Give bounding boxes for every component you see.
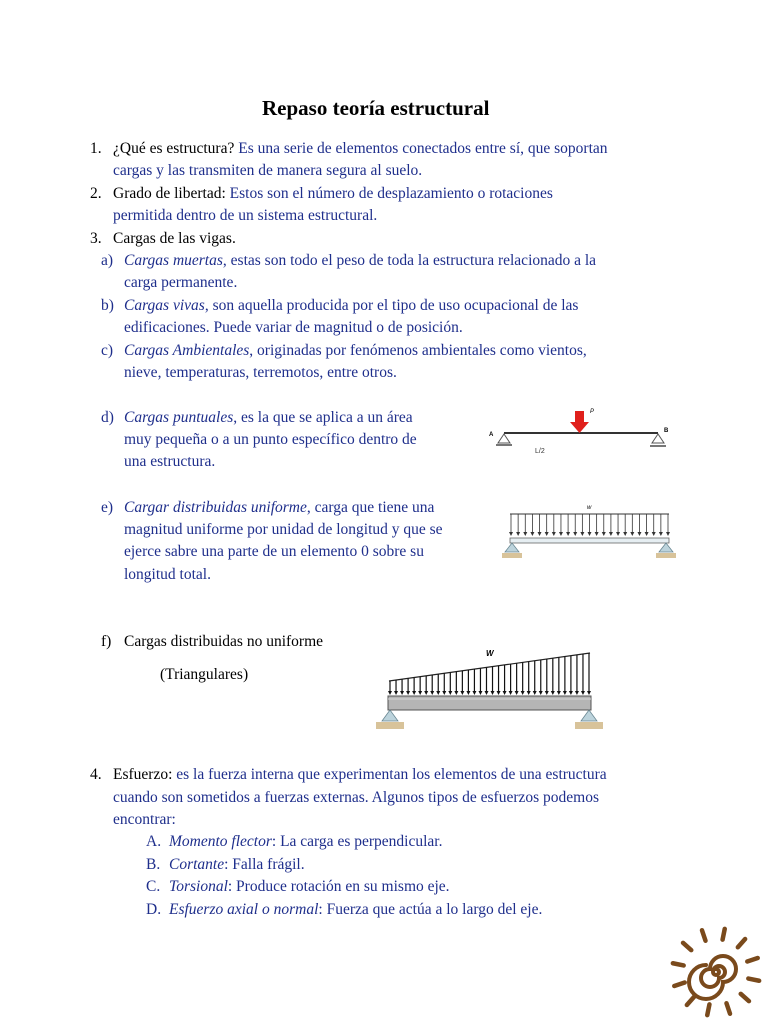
item-4-term: Esfuerzo: xyxy=(113,766,173,783)
load-arrow-head xyxy=(637,532,641,536)
item-2-line-1 xyxy=(113,183,553,205)
load-arrow-head xyxy=(497,691,501,695)
type-c-text: : Produce rotación en su mismo eje. xyxy=(227,878,450,895)
load-arrow-head xyxy=(595,532,599,536)
type-d-text: : Fuerza que actúa a lo largo del eje. xyxy=(318,901,543,918)
sub-c-letter: c) xyxy=(101,342,114,359)
type-b-letter: B. xyxy=(146,856,161,873)
sub-e-text: , carga que tiene una xyxy=(306,499,435,516)
support-left xyxy=(505,543,519,552)
load-arrow-head xyxy=(566,532,570,536)
type-a-line xyxy=(169,831,442,853)
load-arrow-head xyxy=(491,691,495,695)
type-c-letter: C. xyxy=(146,878,161,895)
sub-c-text: , originadas por fenómenos ambientales como vientos, xyxy=(249,342,587,359)
item-4-line-1 xyxy=(113,764,607,786)
sub-a-line-1 xyxy=(124,250,596,272)
sun-ray xyxy=(673,963,684,965)
sub-c-term: Cargas Ambientales xyxy=(124,342,250,359)
type-c-term: Torsional xyxy=(169,878,228,895)
load-arrow-head xyxy=(575,691,579,695)
item-2-text: Estos son el número de desplazamiento o rotaciones xyxy=(225,185,553,202)
sub-f-letter: f) xyxy=(101,633,112,650)
load-arrow-head xyxy=(602,532,606,536)
label-b: B xyxy=(664,428,669,434)
load-arrow-head xyxy=(424,691,428,695)
type-a-text: : La carga es perpendicular. xyxy=(271,833,443,850)
point-load-arrow-shaft xyxy=(575,411,584,423)
uniform-load-diagram xyxy=(500,500,682,564)
item-4-text: es la fuerza interna que experimentan los elementos de una estructura xyxy=(172,766,607,783)
item-1-line-2: cargas y las transmiten de manera segura al suelo. xyxy=(113,162,423,179)
item-1-line-1 xyxy=(113,138,608,160)
load-arrow-head xyxy=(412,691,416,695)
load-arrow-head xyxy=(523,532,527,536)
sub-d-line-1 xyxy=(124,407,413,429)
load-arrow-head xyxy=(623,532,627,536)
type-b-term: Cortante xyxy=(169,856,225,873)
type-b-text: : Falla frágil. xyxy=(224,856,305,873)
sub-e-term: Cargar distribuidas uniforme xyxy=(124,499,307,516)
sub-b-line-1 xyxy=(124,295,578,317)
support-left xyxy=(382,710,398,721)
load-arrow-head xyxy=(509,691,513,695)
load-arrow-head xyxy=(569,691,573,695)
sun-ray xyxy=(702,930,705,940)
load-arrow-head xyxy=(630,532,634,536)
type-a-term: Momento flector xyxy=(169,833,272,850)
sun-ray xyxy=(748,979,759,981)
triangular-load-arrows xyxy=(388,653,591,695)
sun-ray xyxy=(723,929,725,940)
spiral-sun-icon xyxy=(668,924,764,1020)
load-arrow-head xyxy=(515,691,519,695)
load-arrow-head xyxy=(394,691,398,695)
label-w: W xyxy=(486,649,494,658)
load-arrow-head xyxy=(581,691,585,695)
sub-b-text: , son aquella producida por el tipo de uso ocupacional de las xyxy=(204,297,579,314)
load-arrow-head xyxy=(454,691,458,695)
item-4-line-2: cuando son sometidos a fuerzas externas. Algunos tipos de esfuerzos podemos xyxy=(113,789,599,806)
load-arrow-head xyxy=(466,691,470,695)
sub-b-line-2: edificaciones. Puede variar de magnitud o de posición. xyxy=(124,319,463,336)
sub-e-line-1 xyxy=(124,497,434,519)
type-a-letter: A. xyxy=(146,833,162,850)
load-arrow-head xyxy=(588,532,592,536)
load-arrow-head xyxy=(563,691,567,695)
sub-b-letter: b) xyxy=(101,297,114,314)
load-arrow-head xyxy=(609,532,613,536)
sub-c-line-2: nieve, temperaturas, terremotos, entre otros. xyxy=(124,364,397,381)
spiral xyxy=(689,956,736,999)
point-load-arrow-head xyxy=(570,422,589,433)
load-arrow-head xyxy=(400,691,404,695)
sun-ray xyxy=(726,1003,729,1013)
item-3-number: 3. xyxy=(90,230,102,247)
label-w: w xyxy=(587,505,592,511)
sub-b-term: Cargas vivas xyxy=(124,297,205,314)
load-arrow-head xyxy=(436,691,440,695)
load-arrow-head xyxy=(521,691,525,695)
load-arrow-head xyxy=(587,691,591,695)
load-arrow-head xyxy=(552,532,556,536)
sun-ray xyxy=(741,994,749,1001)
type-d-line xyxy=(169,899,542,921)
item-3-title: Cargas de las vigas. xyxy=(113,230,236,247)
load-arrow-head xyxy=(442,691,446,695)
sub-a-line-2: carga permanente. xyxy=(124,274,238,291)
sub-d-line-3: una estructura. xyxy=(124,453,216,470)
load-arrow-head xyxy=(388,691,392,695)
beam xyxy=(510,538,669,543)
item-2-line-2: permitida dentro de un sistema estructural. xyxy=(113,207,378,224)
load-arrow-head xyxy=(448,691,452,695)
support-right xyxy=(659,543,673,552)
load-arrow-head xyxy=(533,691,537,695)
load-arrow-head xyxy=(509,532,513,536)
load-arrow-head xyxy=(580,532,584,536)
label-a: A xyxy=(489,432,494,438)
sun-ray xyxy=(687,997,694,1005)
load-arrow-head xyxy=(516,532,520,536)
load-arrow-head xyxy=(430,691,434,695)
pin-support-a xyxy=(498,434,510,443)
sub-f-title: Cargas distribuidas no uniforme xyxy=(124,633,324,650)
item-2-term: Grado de libertad: xyxy=(113,185,226,202)
item-1-text: Es una serie de elementos conectados entre sí, que soportan xyxy=(234,140,608,157)
type-d-term: Esfuerzo axial o normal xyxy=(169,901,319,918)
item-4-line-3: encontrar: xyxy=(113,811,176,828)
sub-a-text: , estas son todo el peso de toda la estructura relacionado a la xyxy=(222,252,597,269)
ground-left xyxy=(376,722,404,729)
load-arrow-head xyxy=(406,691,410,695)
sub-a-term: Cargas muertas xyxy=(124,252,223,269)
item-1-term: ¿Qué es estructura? xyxy=(113,140,235,157)
sub-d-text: , es la que se aplica a un área xyxy=(233,409,413,426)
ground-left xyxy=(502,553,522,558)
load-arrow-head xyxy=(645,532,649,536)
load-arrow-head xyxy=(616,532,620,536)
label-mid: L/2 xyxy=(535,448,545,455)
type-c-line xyxy=(169,876,450,898)
load-arrow-head xyxy=(503,691,507,695)
uniform-load-arrows xyxy=(509,514,670,536)
support-right xyxy=(581,710,597,721)
load-arrow-head xyxy=(530,532,534,536)
sub-d-line-2: muy pequeña o a un punto específico dentro de xyxy=(124,431,417,448)
sun-ray xyxy=(674,982,684,985)
load-arrow-head xyxy=(659,532,663,536)
type-d-letter: D. xyxy=(146,901,162,918)
triangular-load-diagram xyxy=(372,645,604,735)
sun-ray xyxy=(683,943,691,950)
load-arrow-head xyxy=(652,532,656,536)
load-arrow-head xyxy=(527,691,531,695)
label-p: P xyxy=(590,409,595,415)
roller-support-b xyxy=(652,434,664,443)
load-arrow-head xyxy=(460,691,464,695)
sub-e-line-3: ejerce sabre una parte de un elemento 0 sobre su xyxy=(124,543,424,560)
load-arrow-head xyxy=(573,532,577,536)
load-arrow-head xyxy=(666,532,670,536)
load-arrow-head xyxy=(478,691,482,695)
item-2-number: 2. xyxy=(90,185,102,202)
sun-ray xyxy=(707,1004,709,1015)
sun-ray xyxy=(738,939,745,947)
load-arrow-head xyxy=(484,691,488,695)
load-arrow-head xyxy=(559,532,563,536)
item-1-number: 1. xyxy=(90,140,102,157)
sub-e-letter: e) xyxy=(101,499,114,516)
type-b-line xyxy=(169,854,305,876)
sub-c-line-1 xyxy=(124,340,587,362)
load-arrow-head xyxy=(551,691,555,695)
load-arrow-head xyxy=(538,532,542,536)
sub-d-term: Cargas puntuales xyxy=(124,409,234,426)
load-arrow-head xyxy=(472,691,476,695)
load-arrow-head xyxy=(545,532,549,536)
load-arrow-head xyxy=(539,691,543,695)
point-load-diagram xyxy=(486,405,676,455)
load-arrow-head xyxy=(418,691,422,695)
item-4-number: 4. xyxy=(90,766,102,783)
ground-right xyxy=(575,722,603,729)
page-title: Repaso teoría estructural xyxy=(262,96,490,120)
load-arrow-head xyxy=(545,691,549,695)
sub-f-note: (Triangulares) xyxy=(160,666,249,683)
sub-a-letter: a) xyxy=(101,252,114,269)
ground-right xyxy=(656,553,676,558)
sub-e-line-2: magnitud uniforme por unidad de longitud y que se xyxy=(124,521,443,538)
load-arrow-head xyxy=(557,691,561,695)
sun-ray xyxy=(747,958,757,961)
beam xyxy=(388,696,591,710)
sub-d-letter: d) xyxy=(101,409,114,426)
sub-e-line-4: longitud total. xyxy=(124,566,211,583)
